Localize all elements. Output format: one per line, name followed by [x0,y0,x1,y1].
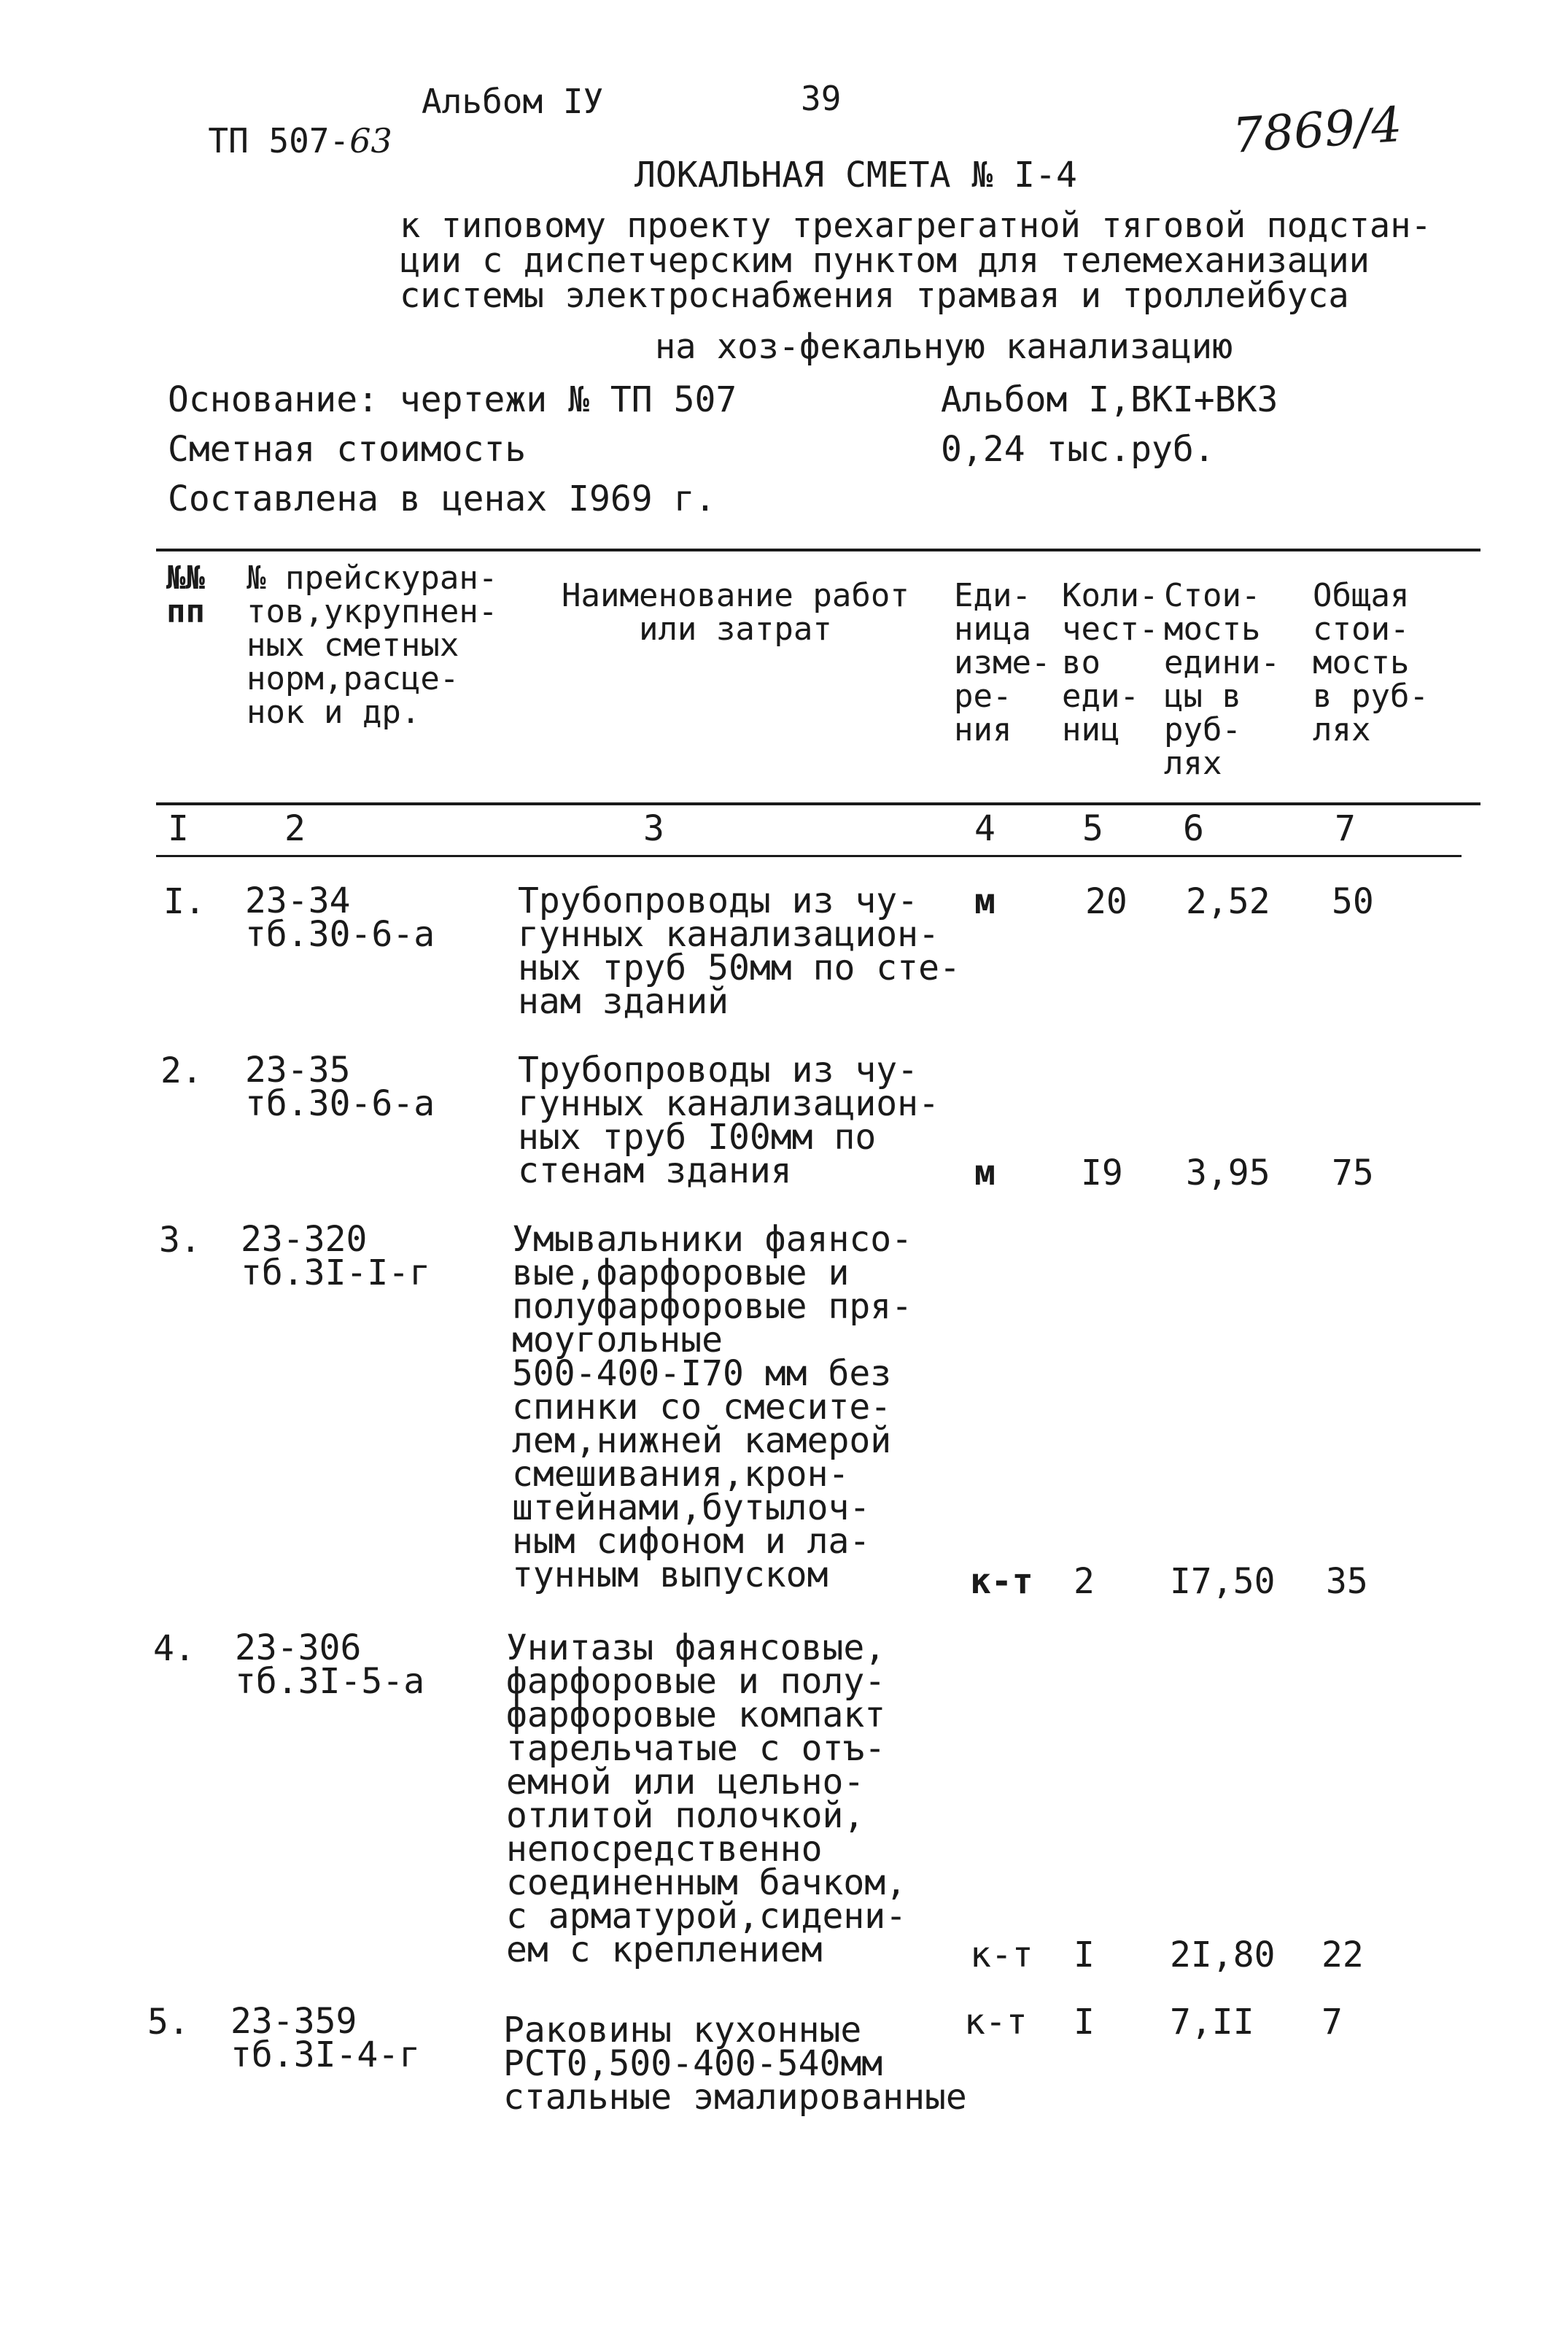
title-line-1: к типовому проекту трехагрегатной тяговой подстан- [400,206,1432,246]
row-unit-cost: I7,50 [1170,1561,1276,1602]
row-unit: к-т [970,1935,1033,1975]
column-number-1: I [168,808,189,849]
header-unit-cost: Стои- мость едини- цы в руб- лях [1164,577,1280,782]
row-price-ref: 23-35 тб.30-6-а [245,1050,435,1124]
row-quantity: I [1074,1935,1095,1975]
row-quantity: 2 [1074,1561,1095,1602]
row-unit-cost: 2I,80 [1170,1935,1276,1975]
header-work-name: Наименование работ или затрат [562,577,909,648]
column-number-4: 4 [974,808,995,849]
row-number: 5. [147,2002,190,2043]
row-work-name: Трубопроводы из чу- гунных канализацион- ных труб I00мм по стенам здания [518,1050,939,1191]
title-line-4: на хоз-фекальную канализацию [655,327,1233,367]
row-number: 2. [160,1050,203,1091]
row-unit: м [974,1153,995,1193]
column-number-5: 5 [1082,808,1103,849]
row-quantity: I [1074,2002,1095,2043]
table-top-rule [156,549,1480,551]
archive-number: 7869/4 [1230,96,1404,165]
row-total: 22 [1321,1935,1364,1975]
project-ref [168,82,392,160]
title-line-2: ции с диспетчерским пунктом для телемеханизации [400,241,1370,281]
row-number: 3. [159,1220,201,1261]
row-total: 7 [1321,2002,1343,2043]
row-work-name: Умывальники фаянсо- вые,фарфоровые и полуфарфоровые пря- моугольные 500-400-I70 мм без спинки со смесите- лем,нижней камерой смешивания,крон- штейнами,бутылоч- ным сифоном и ла- тунным выпуском [512,1219,913,1595]
row-number: I. [163,881,206,922]
header-price-ref: № прейскуран- тов,укрупнен- ных сметных норм,расце- нок и др. [247,560,498,731]
column-number-7: 7 [1335,808,1356,849]
project-year-handwritten: 63 [349,121,392,160]
header-quantity: Коли- чест- во еди- ниц [1062,577,1159,748]
row-unit: м [974,881,995,922]
row-price-ref: 23-320 тб.3I-I-г [241,1219,431,1293]
document-title: ЛОКАЛЬНАЯ СМЕТА № I-4 [634,155,1077,195]
column-number-2: 2 [284,808,306,849]
row-price-ref: 23-34 тб.30-6-а [245,880,435,955]
page-number: 39 [801,79,842,118]
prices-label: Составлена в ценах I969 г. [168,479,716,519]
column-numbers-rule [156,855,1462,857]
header-unit: Еди- ница изме- ре- ния [954,577,1051,748]
row-total: 50 [1332,881,1374,922]
title-line-3: системы электроснабжения трамвая и троллейбуса [400,276,1349,316]
row-work-name: Раковины кухонные РСТ0,500-400-540мм стальные эмалированные [503,2010,967,2118]
project-code: ТП 507- [208,121,350,160]
row-unit-cost: 2,52 [1186,881,1270,922]
cost-label: Сметная стоимость [168,429,527,470]
row-work-name: Трубопроводы из чу- гунных канализацион- ных труб 50мм по сте- нам зданий [518,880,960,1022]
row-number: 4. [153,1628,195,1669]
album-label: Альбом IУ [422,82,604,121]
row-quantity: I9 [1081,1153,1123,1193]
header-total-cost: Общая стои- мость в руб- лях [1313,577,1429,748]
basis-value: Альбом I,ВКI+ВК3 [941,379,1278,420]
row-price-ref: 23-359 тб.3I-4-г [230,2001,421,2075]
row-total: 75 [1332,1153,1374,1193]
header-row-number: №№ пп [166,560,205,630]
column-number-3: 3 [643,808,664,849]
row-quantity: 20 [1085,881,1128,922]
row-total: 35 [1326,1561,1368,1602]
row-unit: к-т [970,1561,1033,1602]
basis-label: Основание: чертежи № ТП 507 [168,379,737,420]
row-work-name: Унитазы фаянсовые, фарфоровые и полу- фарфоровые компакт тарельчатые с отъ- емной или цельно- отлитой полочкой, непосредственно соединенным бачком, с арматурой,сидени- ем с креплением [506,1627,907,1970]
row-price-ref: 23-306 тб.3I-5-а [235,1627,425,1702]
row-unit-cost: 7,II [1170,2002,1254,2043]
cost-value: 0,24 тыс.руб. [941,429,1215,470]
row-unit-cost: 3,95 [1186,1153,1270,1193]
header-bottom-rule [156,802,1480,805]
row-unit: к-т [964,2002,1028,2043]
column-number-6: 6 [1183,808,1204,849]
